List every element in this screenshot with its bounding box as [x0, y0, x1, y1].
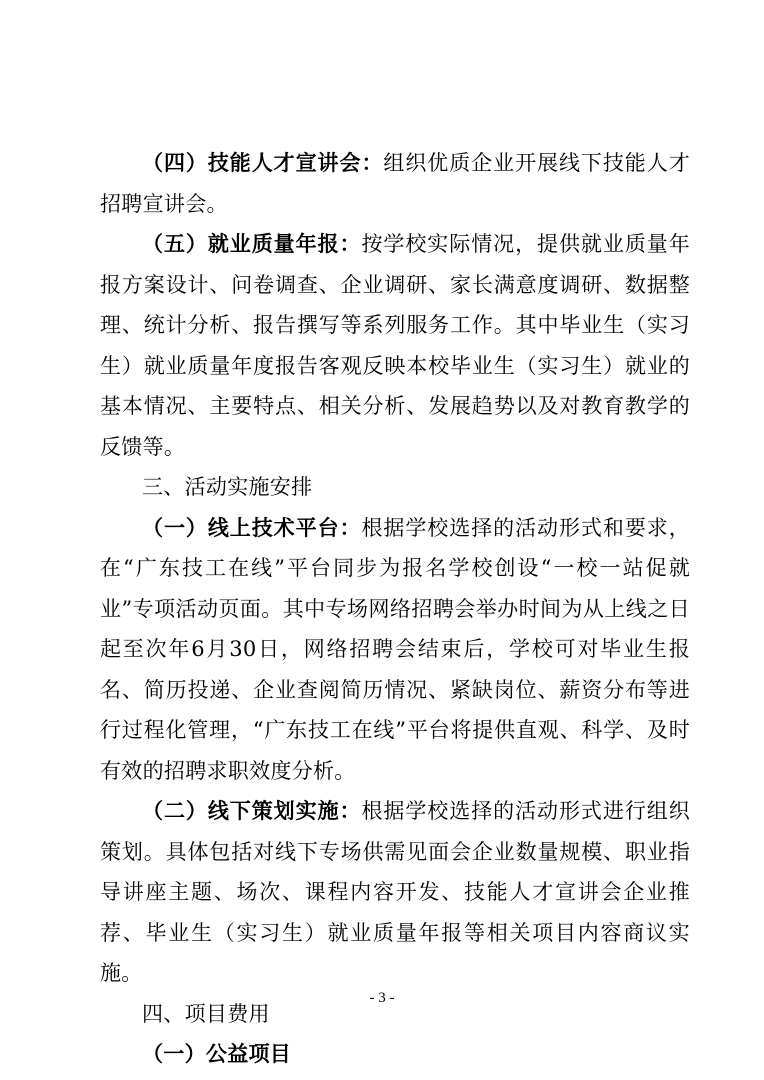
- paragraph-text: 根据学校选择的活动形式进行组织策划。具体包括对线下专场供需见面会企业数量规模、职业指导讲座主题、场次、课程内容开发、技能人才宣讲会企业推荐、毕业生（实习生）就业质量年报等相关项目内容商议实施。: [100, 799, 691, 985]
- paragraph-online-platform: [100, 508, 690, 792]
- paragraph-label: （五）就业质量年报：: [142, 232, 362, 256]
- page-number: - 3 -: [369, 990, 395, 1006]
- paragraph-skills-talent-presentation: [100, 143, 690, 224]
- subheading-public-welfare-project: （一）公益项目: [142, 1042, 292, 1066]
- section-heading-project-cost: 四、项目费用: [142, 1001, 270, 1026]
- section-heading-activity-arrangement: 三、活动实施安排: [142, 475, 313, 499]
- paragraph-text: 根据学校选择的活动形式和要求，在“广东技工在线”平台同步为报名学校创设“一校一站促就业”专项活动页面。其中专场网络招聘会举办时间为从上线之日起至次年6月30日，网络招聘会结束后，学校可对毕业生报名、简历投递、企业查阅简历情况、紧缺岗位、薪资分布等进行过程化管理，“广东技工在线”平台将提供直观、科学、及时有效的招聘求职效度分析。: [100, 515, 691, 783]
- page-body: [100, 143, 690, 1075]
- paragraph-offline-planning: [100, 791, 690, 994]
- paragraph-label: （四）技能人才宣讲会：: [142, 151, 384, 175]
- paragraph-employment-quality-report: [100, 224, 690, 467]
- paragraph-label: （二）线下策划实施：: [142, 799, 362, 823]
- paragraph-text: 组织优质企业开展线下技能人才招聘宣讲会。: [100, 151, 690, 216]
- paragraph-text: 按学校实际情况，提供就业质量年报方案设计、问卷调查、企业调研、家长满意度调研、数据整理、统计分析、报告撰写等系列服务工作。其中毕业生（实习生）就业质量年度报告客观反映本校毕业生（实习生）就业的基本情况、主要特点、相关分析、发展趋势以及对教育教学的反馈等。: [100, 232, 691, 459]
- paragraph-label: （一）线上技术平台：: [142, 515, 362, 540]
